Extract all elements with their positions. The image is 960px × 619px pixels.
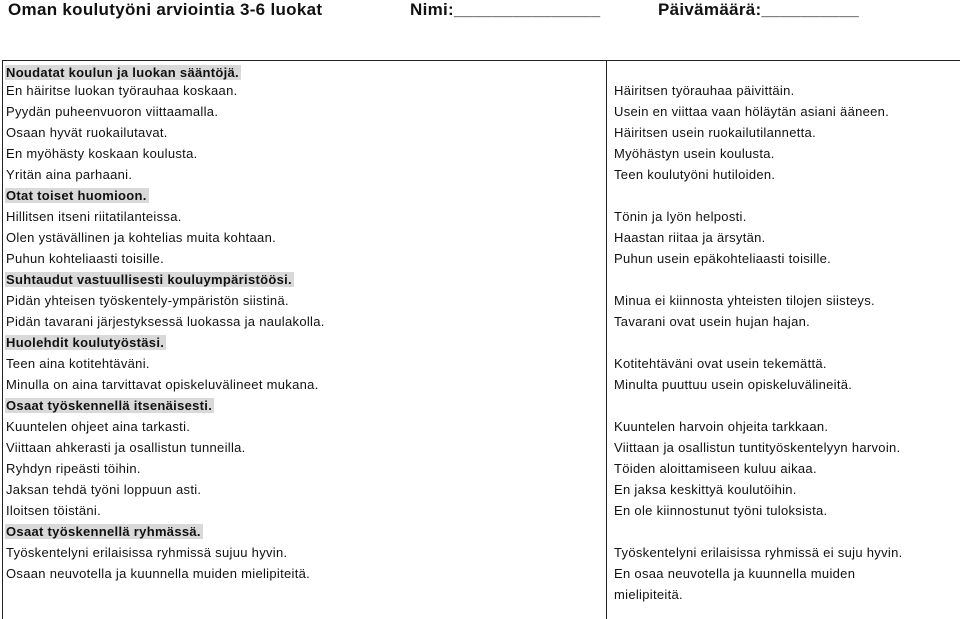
section-heading-environment: Suhtaudut vastuullisesti kouluympäristöösi. (6, 272, 292, 287)
negative-statement: Teen koulutyöni hutiloiden. (614, 167, 776, 182)
negative-statement: Kotitehtäväni ovat usein tekemättä. (614, 356, 827, 371)
negative-statement: Puhun usein epäkohteliaasti toisille. (614, 251, 832, 266)
negative-statement: Häiritsen usein ruokailutilannetta. (614, 125, 816, 140)
negative-statement: Tavarani ovat usein hujan hajan. (614, 314, 811, 329)
negative-statement: Kuuntelen harvoin ohjeita tarkkaan. (614, 419, 829, 434)
section-heading-others: Otat toiset huomioon. (6, 188, 147, 203)
positive-statement: Viittaan ahkerasti ja osallistun tunneilla. (6, 440, 246, 455)
positive-statement: Pidän yhteisen työskentely-ympäristön siistinä. (6, 293, 289, 308)
section-heading-schoolwork: Huolehdit koulutyöstäsi. (6, 335, 165, 350)
page-header (8, 0, 952, 24)
positive-statement: Pidän tavarani järjestyksessä luokassa ja naulakolla. (6, 314, 325, 329)
negative-statement-continued: mielipiteitä. (614, 587, 683, 602)
positive-statement: Jaksan tehdä työni loppuun asti. (6, 482, 202, 497)
negative-statement: Viittaan ja osallistun tuntityöskentelyyn harvoin. (614, 440, 901, 455)
section-heading-rules: Noudatat koulun ja luokan sääntöjä. (6, 65, 239, 80)
positive-statement: Pyydän puheenvuoron viittaamalla. (6, 104, 219, 119)
positive-statement: Hillitsen itseni riitatilanteissa. (6, 209, 182, 224)
date-field-label: Päivämäärä:__________ (658, 0, 860, 19)
positive-statement: Työskentelyni erilaisissa ryhmissä sujuu hyvin. (6, 545, 288, 560)
positive-statement: Puhun kohteliaasti toisille. (6, 251, 164, 266)
negative-statement: En ole kiinnostunut työni tuloksista. (614, 503, 828, 518)
negative-statement: Haastan riitaa ja ärsytän. (614, 230, 766, 245)
negative-statement: Tönin ja lyön helposti. (614, 209, 747, 224)
positive-statement: Osaan neuvotella ja kuunnella muiden mielipiteitä. (6, 566, 311, 581)
column-divider (606, 60, 607, 619)
positive-statement: En häiritse luokan työrauhaa koskaan. (6, 83, 238, 98)
name-field-label: Nimi:_______________ (410, 0, 601, 19)
negative-statement: Minua ei kiinnosta yhteisten tilojen siisteys. (614, 293, 875, 308)
negative-statement: Myöhästyn usein koulusta. (614, 146, 775, 161)
positive-statement: Kuuntelen ohjeet aina tarkasti. (6, 419, 191, 434)
positive-statement: Teen aina kotitehtäväni. (6, 356, 150, 371)
positive-statement: Ryhdyn ripeästi töihin. (6, 461, 141, 476)
negative-statement: Häiritsen työrauhaa päivittäin. (614, 83, 795, 98)
negative-statement: Minulta puuttuu usein opiskeluvälineitä. (614, 377, 853, 392)
negative-statement: Usein en viittaa vaan höläytän asiani ääneen. (614, 104, 890, 119)
section-heading-independent: Osaat työskennellä itsenäisesti. (6, 398, 213, 413)
negative-statement: Työskentelyni erilaisissa ryhmissä ei suju hyvin. (614, 545, 903, 560)
section-heading-group: Osaat työskennellä ryhmässä. (6, 524, 201, 539)
negative-statement: En osaa neuvotella ja kuunnella muiden (614, 566, 856, 581)
positive-statement: Minulla on aina tarvittavat opiskeluvälineet mukana. (6, 377, 319, 392)
positive-statement: En myöhästy koskaan koulusta. (6, 146, 198, 161)
positive-statement: Osaan hyvät ruokailutavat. (6, 125, 168, 140)
positive-statement: Olen ystävällinen ja kohtelias muita kohtaan. (6, 230, 277, 245)
positive-statement: Yritän aina parhaani. (6, 167, 133, 182)
negative-statement: Töiden aloittamiseen kuluu aikaa. (614, 461, 817, 476)
page-title: Oman koulutyöni arviointia 3-6 luokat (8, 0, 323, 19)
positive-statement: Iloitsen töistäni. (6, 503, 102, 518)
negative-statement: En jaksa keskittyä koulutöihin. (614, 482, 797, 497)
